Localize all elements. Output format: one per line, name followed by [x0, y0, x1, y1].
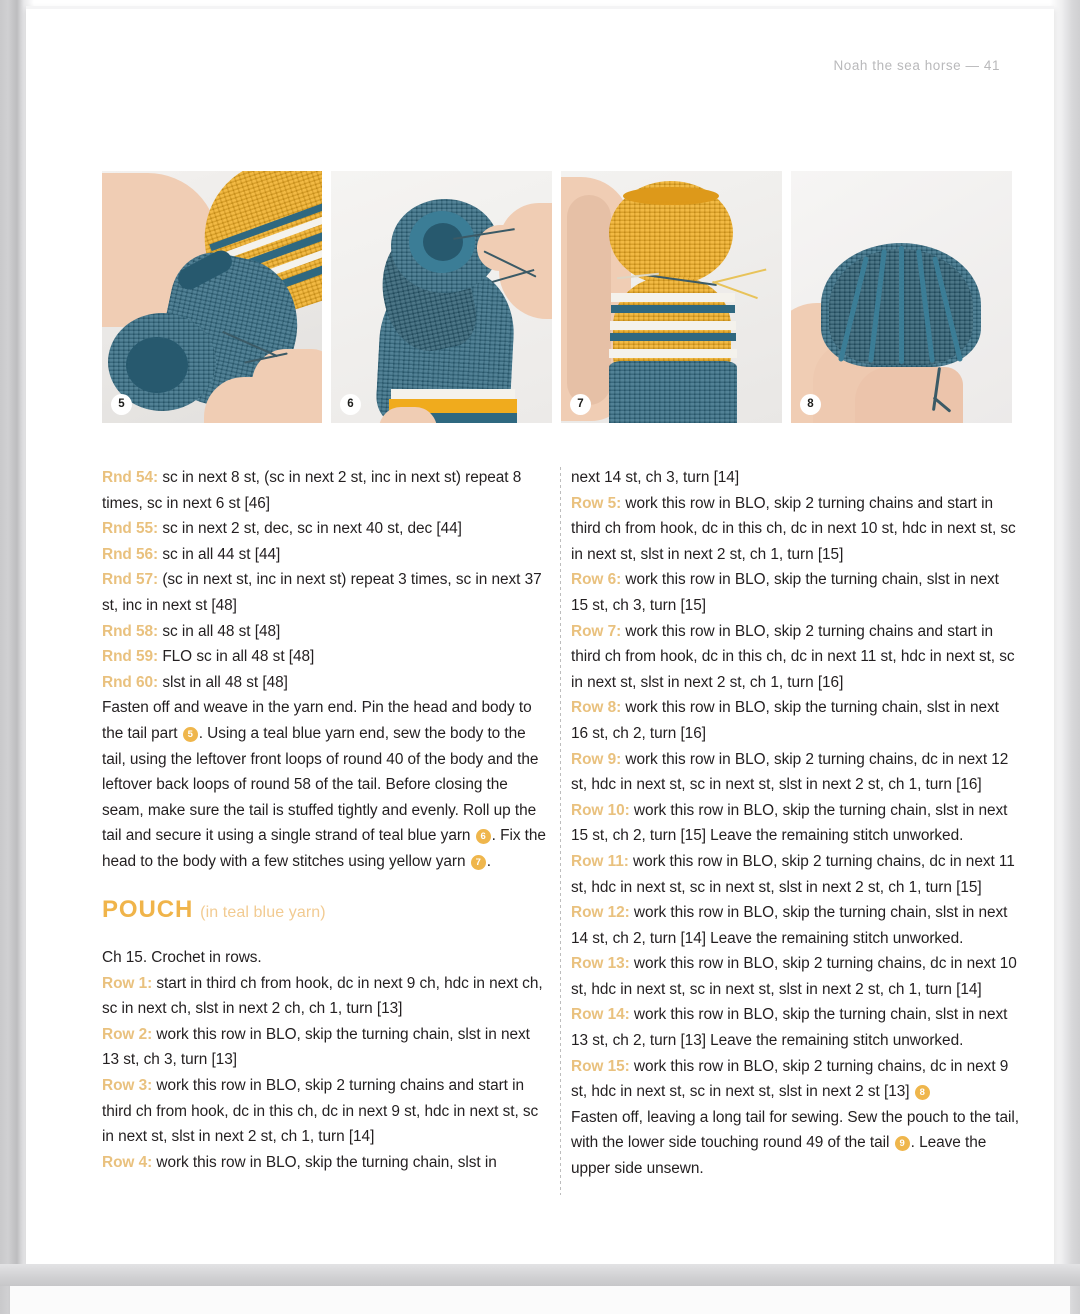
column-divider [560, 467, 561, 1195]
photo-badge: 5 [111, 394, 132, 415]
pouch-row-14 [571, 1002, 1019, 1053]
row-label: Row 1: [102, 974, 153, 992]
round-text: slst in all 48 st [48] [158, 673, 288, 691]
pouch-subtitle: (in teal blue yarn) [200, 903, 326, 921]
round-line-57 [102, 567, 550, 618]
row-label: Row 9: [571, 750, 622, 768]
photo-6-scene [331, 171, 552, 423]
photo-badge: 6 [340, 394, 361, 415]
round-label: Rnd 60: [102, 673, 159, 691]
inline-step-badge-9: 9 [895, 1136, 910, 1151]
assembly-text-2: . Using a teal blue yarn end, sew the body to the tail, using the leftover front loops of round 40 of the body and the leftover back loops of round 58 of the tail. Before closing the seam, make sure the tail is stuffed tightly and evenly. Roll up the tail and secure it using a single strand of teal blue yarn [102, 724, 539, 845]
step-photo-5 [102, 171, 322, 423]
row-text: work this row in BLO, skip the turning chain, slst in next 15 st, ch 3, turn [15] [571, 571, 999, 614]
paper-sheet [26, 6, 1054, 1264]
photo-badge: 7 [570, 394, 591, 415]
row-text: work this row in BLO, skip 2 turning chains, dc in next 10 st, hdc in next st, sc in next st, slst in next 2 st, ch 1, turn [14] [571, 955, 1017, 998]
pouch-row-5 [571, 491, 1019, 568]
assembly-text-3: . Fix the head to the body with a few stitches using yellow yarn [102, 827, 546, 870]
pouch-row-11 [571, 849, 1019, 900]
row-label: Row 3: [102, 1077, 153, 1095]
row-label: Row 13: [571, 955, 630, 973]
running-head: Noah the sea horse — 41 [833, 58, 1000, 73]
row-text: work this row in BLO, skip 2 turning chains and start in third ch from hook, dc in this ch, dc in next 9 st, hdc in next st, sc in next st, slst in next 2 st, ch 1, turn [14] [102, 1077, 539, 1146]
final-paragraph [571, 1105, 1019, 1182]
row-label: Row 5: [571, 494, 622, 512]
round-text: sc in next 8 st, (sc in next 2 st, inc in next st) repeat 8 times, sc in next 6 st [46] [102, 469, 522, 512]
row-text: work this row in BLO, skip the turning chain, slst in next 13 st, ch 2, turn [13] Leave the remaining stitch unworked. [571, 1006, 1008, 1050]
pouch-row-10 [571, 798, 1019, 849]
pouch-row-8 [571, 695, 1019, 746]
next-page-edge [10, 1286, 1070, 1314]
row-text: work this row in BLO, skip the turning chain, slst in next 15 st, ch 2, turn [15] Leave the remaining stitch unworked. [571, 801, 1008, 845]
inline-step-badge-6: 6 [476, 829, 491, 844]
left-column [102, 465, 550, 1175]
pouch-row-6 [571, 567, 1019, 618]
page-bottom-shadow [0, 1264, 1080, 1286]
step-photo-6 [331, 171, 552, 423]
round-label: Rnd 58: [102, 622, 159, 640]
final-text-1: Fasten off, leaving a long tail for sewing. Sew the pouch to the tail, with the lower side touching round 49 of the tail [571, 1108, 1019, 1152]
pouch-title: POUCH [102, 895, 194, 923]
photo-7-scene [561, 171, 782, 423]
row-label: Row 15: [571, 1057, 630, 1075]
round-text: sc in all 44 st [44] [158, 545, 281, 563]
assembly-paragraph [102, 695, 550, 874]
assembly-text-1: Fasten off and weave in the yarn end. Pin the head and body to the tail part [102, 699, 532, 742]
row-label: Row 8: [571, 699, 622, 717]
round-text: FLO sc in all 48 st [48] [158, 648, 315, 666]
row-label: Row 2: [102, 1025, 153, 1043]
text-columns [102, 465, 1032, 1215]
row-label: Row 4: [102, 1153, 153, 1171]
round-line-56 [102, 542, 550, 568]
inline-step-badge-7: 7 [471, 855, 486, 870]
pouch-row-9 [571, 747, 1019, 798]
photo-badge: 8 [800, 394, 821, 415]
inline-step-badge-5: 5 [183, 727, 198, 742]
round-label: Rnd 55: [102, 520, 159, 538]
round-line-54 [102, 465, 550, 516]
pouch-row-15 [571, 1054, 1019, 1105]
pouch-row-2 [102, 1022, 550, 1073]
photo-strip [102, 171, 1032, 423]
pouch-intro: Ch 15. Crochet in rows. [102, 949, 262, 967]
step-photo-8 [791, 171, 1012, 423]
pouch-row-1 [102, 971, 550, 1022]
pouch-row-3 [102, 1073, 550, 1150]
row-label: Row 6: [571, 571, 622, 589]
row-label: Row 10: [571, 801, 630, 819]
round-text: (sc in next st, inc in next st) repeat 3 times, sc in next 37 st, inc in next st [48] [102, 571, 542, 614]
round-label: Rnd 57: [102, 571, 159, 589]
pouch-row-7 [571, 619, 1019, 696]
inline-step-badge-8: 8 [915, 1085, 930, 1100]
round-label: Rnd 59: [102, 648, 159, 666]
row-label: Row 11: [571, 852, 629, 870]
row-label: Row 12: [571, 904, 630, 922]
round-label: Rnd 56: [102, 545, 159, 563]
right-column [571, 465, 1019, 1182]
row-text: work this row in BLO, skip 2 turning chains, dc in next 11 st, hdc in next st, sc in next st, slst in next 2 st, ch 1, turn [15] [571, 852, 1015, 896]
assembly-text-4: . [486, 852, 491, 870]
row-text: work this row in BLO, skip 2 turning chains and start in third ch from hook, dc in this ch, dc in next 11 st, hdc in next st, sc in next st, slst in next 2 st, ch 1, turn [16] [571, 622, 1015, 691]
photo-8-scene [791, 171, 1012, 423]
round-line-58 [102, 619, 550, 645]
pouch-row-13 [571, 951, 1019, 1002]
row-text: work this row in BLO, skip the turning chain, slst in next 13 st, ch 3, turn [13] [102, 1025, 530, 1069]
row-text: work this row in BLO, skip 2 turning chains and start in third ch from hook, dc in this ch, dc in next 10 st, hdc in next st, sc in next st, slst in next 2 st, ch 1, turn [15] [571, 494, 1016, 563]
step-photo-7 [561, 171, 782, 423]
row-text: work this row in BLO, skip 2 turning chains, dc in next 9 st, hdc in next st, sc in next st, slst in next 2 st [13] [571, 1057, 1009, 1101]
row-text: work this row in BLO, skip 2 turning chains, dc in next 12 st, hdc in next st, sc in next st, slst in next 2 st, ch 1, turn [16] [571, 750, 1009, 794]
row-text: work this row in BLO, skip the turning chain, slst in [152, 1153, 497, 1171]
row-label: Row 7: [571, 622, 622, 640]
round-label: Rnd 54: [102, 469, 159, 486]
row-label: Row 14: [571, 1006, 630, 1024]
round-text: sc in next 2 st, dec, sc in next 40 st, dec [44] [158, 520, 462, 538]
pouch-section-heading [102, 897, 550, 926]
row-4-continuation: next 14 st, ch 3, turn [14] [571, 469, 740, 486]
round-line-59 [102, 644, 550, 670]
round-line-60 [102, 670, 550, 696]
round-text: sc in all 48 st [48] [158, 622, 281, 640]
photo-5-scene [102, 171, 322, 423]
row-text: work this row in BLO, skip the turning chain, slst in next 14 st, ch 2, turn [14] Leave the remaining stitch unworked. [571, 904, 1008, 947]
pouch-row-4 [102, 1150, 550, 1176]
row-text: work this row in BLO, skip the turning chain, slst in next 16 st, ch 2, turn [16] [571, 699, 999, 742]
round-line-55 [102, 516, 550, 542]
pouch-row-12 [571, 900, 1019, 951]
final-text-2: . Leave the upper side unsewn. [571, 1134, 987, 1178]
row-text: start in third ch from hook, dc in next 9 ch, hdc in next ch, sc in next ch, slst in next 2 ch, ch 1, turn [13] [102, 974, 543, 1018]
